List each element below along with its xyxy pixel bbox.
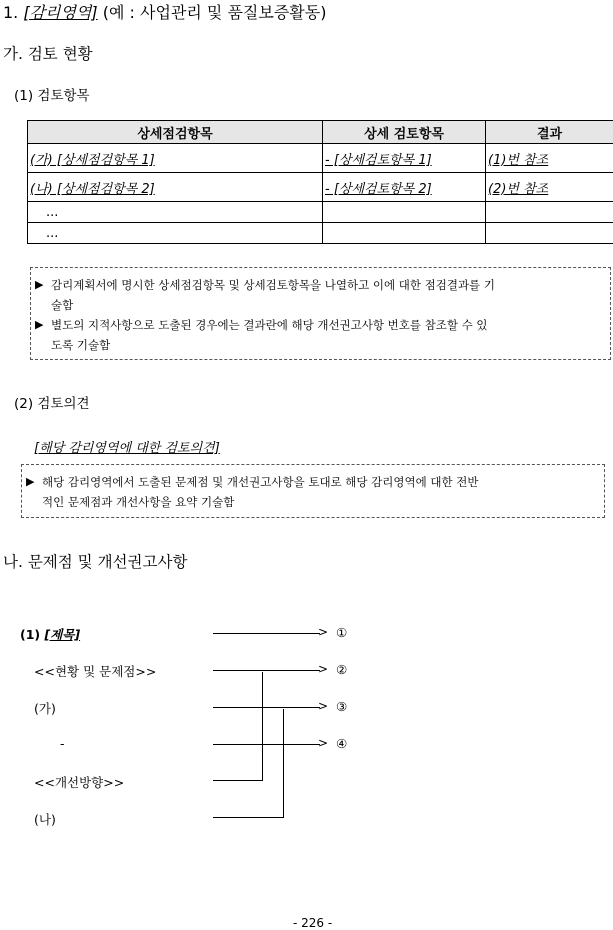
section-a-title: 가. 검토 현황	[3, 45, 93, 63]
table-cell: (나) [상세점검항목 2]	[28, 173, 323, 202]
table-header-row	[28, 121, 613, 144]
table-cell	[323, 202, 486, 223]
diagram-label-ga: (가)	[34, 701, 56, 716]
page-number: - 226 -	[293, 916, 333, 930]
connector-line	[213, 817, 284, 818]
note-bullet: ▶ 해당 감리영역에서 도출된 문제점 및 개선권고사항을 토대로 해당 감리영역에 대한 전반	[22, 472, 604, 492]
table-cell: - [상세검토항목 2]	[323, 173, 486, 202]
arrow-head: >	[318, 736, 329, 750]
triangle-right-icon: ▶	[26, 475, 35, 488]
header-detailed-check-item: 상세점검항목	[28, 121, 323, 144]
arrow-head: >	[318, 662, 329, 676]
marker-4: ④	[336, 736, 348, 751]
table-cell: ...	[28, 223, 323, 244]
arrow-line	[213, 670, 320, 671]
header-detailed-review-item: 상세 검토항목	[323, 121, 486, 144]
opinion-guidance-note	[21, 464, 605, 518]
triangle-right-icon: ▶	[35, 278, 44, 291]
connector-line	[283, 709, 284, 817]
marker-1: ①	[336, 625, 348, 640]
arrow-line	[213, 707, 320, 708]
diagram-label-improvement: <<개선방향>>	[34, 775, 125, 790]
note-bullet: ▶ 감리계획서에 명시한 상세점검항목 및 상세검토항목을 나열하고 이에 대한 점검결과를 기	[31, 275, 610, 295]
diagram-item-title: (1) [제목]	[20, 627, 81, 642]
table-row	[28, 144, 613, 173]
table-cell	[486, 202, 613, 223]
table-cell	[486, 223, 613, 244]
note-bullet-continuation: 도록 기술함	[51, 338, 111, 352]
table-row	[28, 202, 613, 223]
note-bullet-continuation: 술함	[51, 298, 74, 312]
header-result: 결과	[486, 121, 613, 144]
table-guidance-note	[30, 267, 611, 360]
table-cell: (2)번 참조	[486, 173, 613, 202]
table-row	[28, 223, 613, 244]
table-cell: (가) [상세점검항목 1]	[28, 144, 323, 173]
heading-number: 1.	[3, 3, 19, 22]
document-heading	[3, 0, 326, 23]
diagram-label-status: <<현황 및 문제점>>	[34, 664, 157, 679]
review-opinion-placeholder: [해당 감리영역에 대한 검토의견]	[34, 441, 220, 456]
subsection-review-opinion: (2) 검토의견	[14, 396, 90, 412]
arrow-head: >	[318, 699, 329, 713]
arrow-head: >	[318, 625, 329, 639]
arrow-line	[213, 744, 320, 745]
table-cell: (1)번 참조	[486, 144, 613, 173]
diagram-label-na: (나)	[34, 812, 56, 827]
table-cell: ...	[28, 202, 323, 223]
table-row	[28, 173, 613, 202]
marker-3: ③	[336, 699, 348, 714]
heading-area: [감리영역]	[23, 3, 98, 22]
note-bullet-continuation: 적인 문제점과 개선사항을 요약 기술함	[42, 495, 235, 509]
heading-rest: (예 : 사업관리 및 품질보증활동)	[102, 3, 327, 22]
arrow-line	[213, 633, 320, 634]
diagram-label-dash: -	[60, 736, 65, 751]
subsection-review-items: (1) 검토항목	[14, 88, 90, 104]
table-cell	[323, 223, 486, 244]
triangle-right-icon: ▶	[35, 318, 44, 331]
note-bullet: ▶ 별도의 지적사항으로 도출된 경우에는 결과란에 해당 개선권고사항 번호를 참조할 수 있	[31, 315, 610, 335]
connector-line	[262, 672, 263, 780]
section-b-title: 나. 문제점 및 개선권고사항	[3, 553, 188, 571]
table-cell: - [상세검토항목 1]	[323, 144, 486, 173]
review-items-table	[27, 120, 613, 244]
connector-line	[213, 780, 263, 781]
marker-2: ②	[336, 662, 348, 677]
